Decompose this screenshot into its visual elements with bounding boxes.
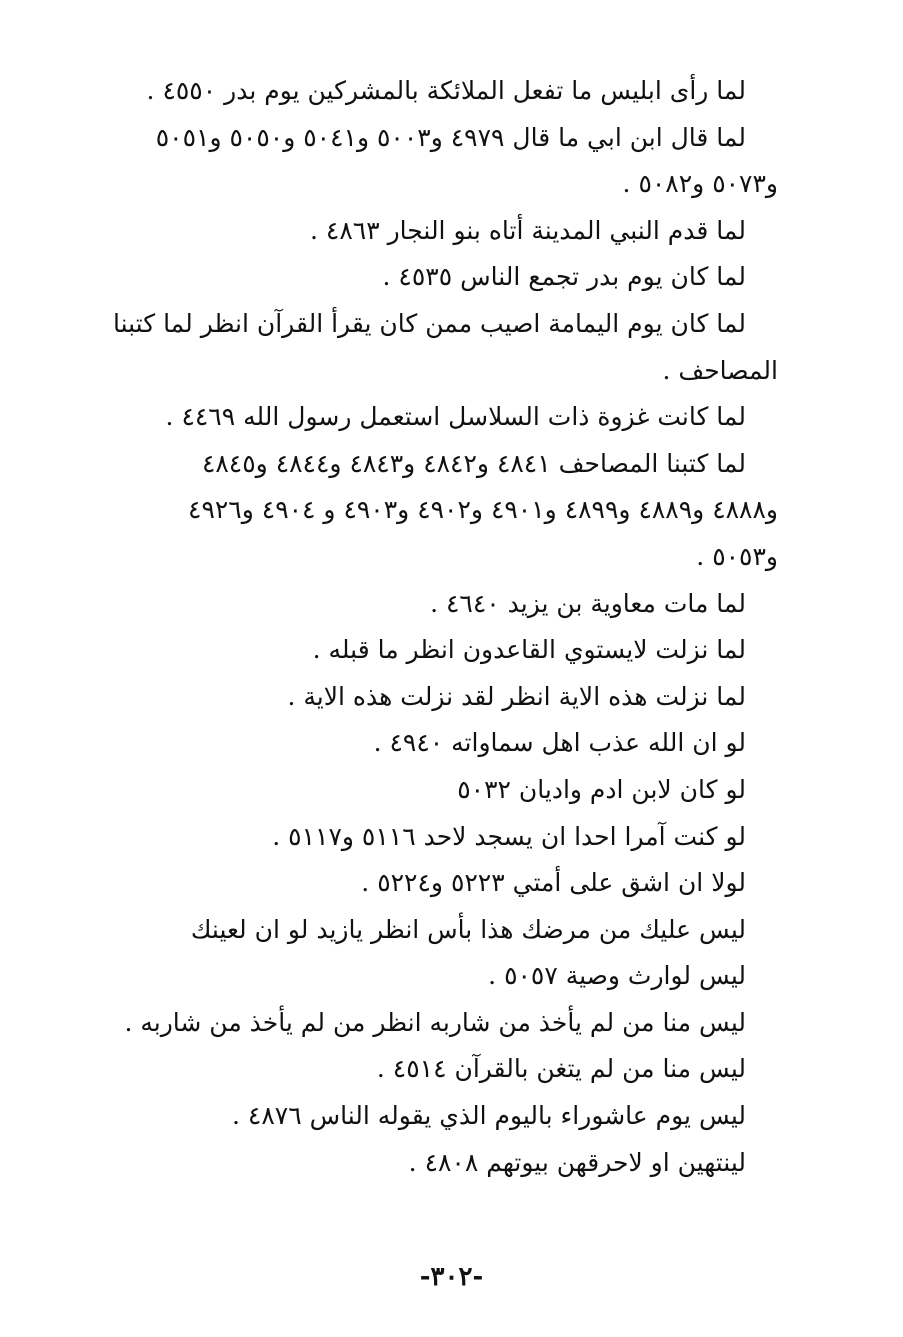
entry-line: لما قدم النبي المدينة أتاه بنو النجار ٤٨٦٣ .	[310, 215, 746, 245]
entry-line: لما كانت غزوة ذات السلاسل استعمل رسول الله ٤٤٦٩ .	[165, 402, 746, 432]
entry-line: لما كان يوم اليمامة اصيب ممن كان يقرأ القرآن انظر لما كتبنا	[112, 308, 746, 338]
index-entry	[130, 1093, 746, 1140]
entry-line: لو كان لابن ادم واديان ٥٠٣٢	[457, 774, 746, 804]
entry-line: ليس عليك من مرضك هذا بأس انظر يازيد لو ان لعينك	[190, 914, 746, 944]
entry-continuation-line: المصاحف .	[662, 355, 778, 385]
page-number: -٣٠٢-	[419, 1262, 484, 1292]
entry-line: لما نزلت لايستوي القاعدون انظر ما قبله .	[312, 635, 746, 665]
index-entry	[130, 953, 746, 1000]
index-entries	[112, 68, 778, 1186]
entry-line: ليس لوارث وصية ٥٠٥٧ .	[488, 961, 746, 991]
entry-line: لما رأى ابليس ما تفعل الملائكة بالمشركين يوم بدر ٤٥٥٠ .	[146, 76, 746, 105]
index-entry	[130, 441, 778, 581]
index-entry	[130, 674, 746, 721]
index-entry	[130, 860, 746, 907]
index-entry	[130, 394, 746, 441]
entry-line: لو ان الله عذب اهل سماواته ٤٩٤٠ .	[373, 728, 746, 758]
index-entry	[130, 814, 746, 861]
index-entry	[130, 254, 746, 301]
index-entry	[130, 627, 746, 674]
index-entry	[130, 1140, 746, 1187]
index-entry	[124, 1000, 746, 1047]
entry-line: لما كان يوم بدر تجمع الناس ٤٥٣٥ .	[382, 262, 746, 292]
index-entry	[130, 581, 746, 628]
entry-line: لما قال ابن ابي ما قال ٤٩٧٩ و٥٠٠٣ و٥٠٤١ و٥٠٥٠ و٥٠٥١	[155, 122, 746, 152]
entry-line: لولا ان اشق على أمتي ٥٢٢٣ و٥٢٢٤ .	[361, 868, 746, 898]
entry-line: لينتهين او لاحرقهن بيوتهم ٤٨٠٨ .	[408, 1147, 746, 1177]
entry-line: لما كتبنا المصاحف ٤٨٤١ و٤٨٤٢ و٤٨٤٣ و٤٨٤٤ و٤٨٤٥	[201, 448, 746, 478]
index-entry	[130, 1046, 746, 1093]
entry-line: ليس منا من لم يتغن بالقرآن ٤٥١٤ .	[376, 1054, 746, 1084]
entry-continuation-line: و٥٠٥٣ .	[696, 541, 778, 571]
entry-line: ليس يوم عاشوراء باليوم الذي يقوله الناس ٤٨٧٦ .	[232, 1101, 746, 1131]
index-entry	[130, 720, 746, 767]
entry-line: لما نزلت هذه الاية انظر لقد نزلت هذه الاية .	[287, 681, 746, 711]
index-entry	[130, 907, 746, 954]
index-entry	[130, 68, 746, 115]
entry-continuation-line: و٤٨٨٨ و٤٨٨٩ و٤٨٩٩ و٤٩٠١ و٤٩٠٢ و٤٩٠٣ و ٤٩٠٤ و٤٩٢٦	[188, 495, 778, 525]
index-entry	[130, 115, 778, 208]
index-entry	[130, 208, 746, 255]
entry-continuation-line: و٥٠٧٣ و٥٠٨٢ .	[622, 169, 778, 199]
entry-line: لما مات معاوية بن يزيد ٤٦٤٠ .	[430, 588, 746, 618]
index-entry	[130, 767, 746, 814]
index-entry	[112, 301, 778, 394]
entry-line: لو كنت آمرا احدا ان يسجد لاحد ٥١١٦ و٥١١٧ .	[272, 821, 746, 851]
entry-line: ليس منا من لم يأخذ من شاربه انظر من لم يأخذ من شاربه .	[124, 1007, 746, 1037]
